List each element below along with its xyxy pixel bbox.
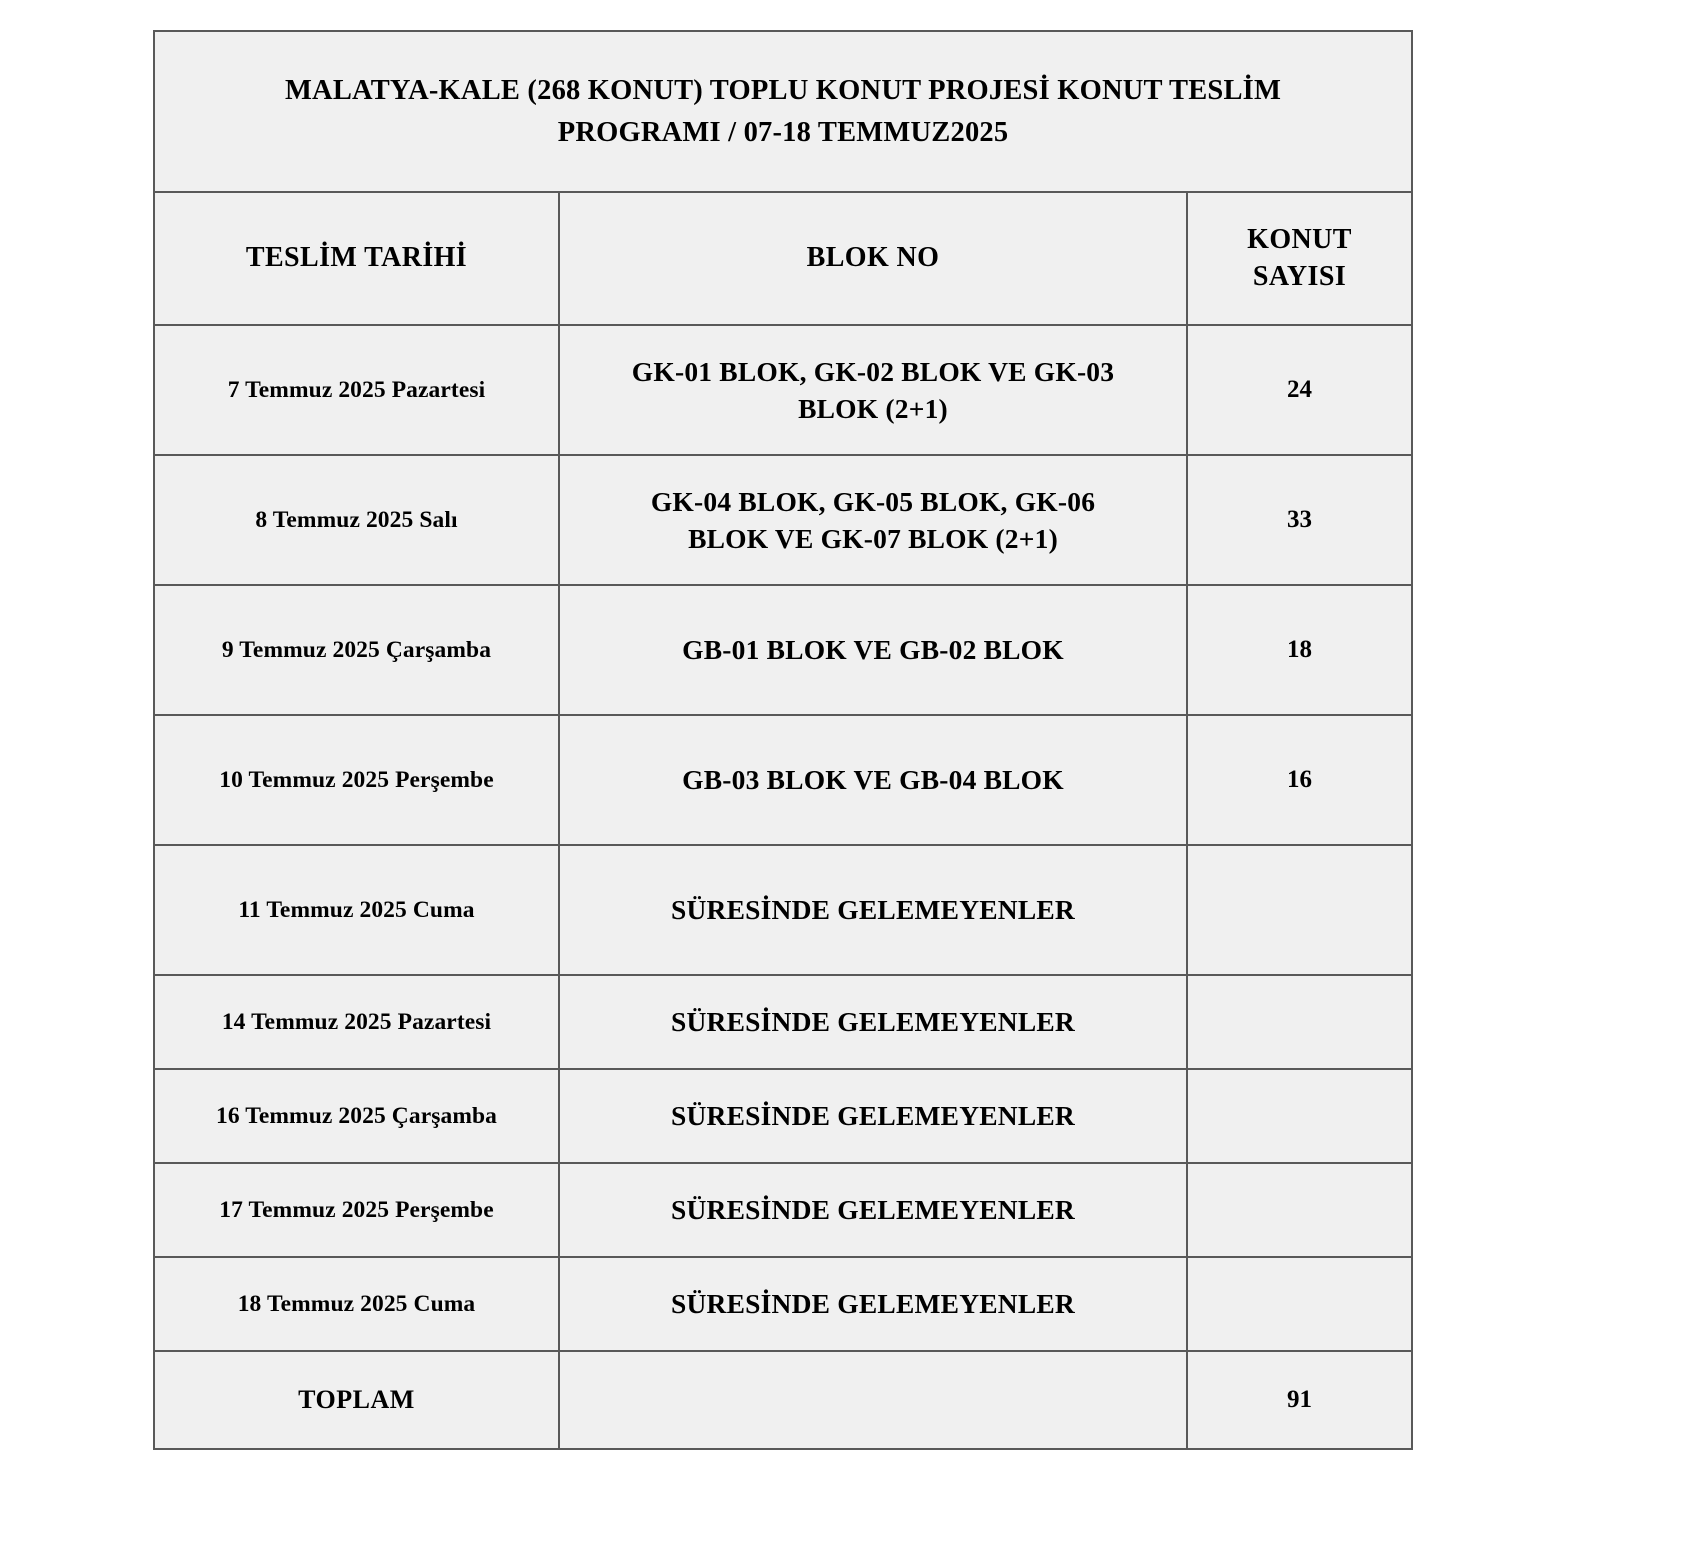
blok-line-1: GB-03 BLOK VE GB-04 BLOK (682, 764, 1064, 796)
table-row (154, 975, 1412, 1069)
cell-teslim-tarihi: 10 Temmuz 2025 Perşembe (154, 715, 559, 845)
delivery-schedule-table (153, 30, 1413, 1450)
konut-sayisi-line-2: SAYISI (1252, 260, 1347, 292)
cell-blok-no (559, 325, 1187, 455)
column-header-konut-sayisi (1187, 192, 1412, 325)
title-line-1: MALATYA-KALE (268 KONUT) TOPLU KONUT PROJESİ KONUT TESLİM (284, 75, 1282, 107)
cell-konut-sayisi (1187, 975, 1412, 1069)
cell-blok-no (559, 975, 1187, 1069)
blok-line-1: SÜRESİNDE GELEMEYENLER (670, 1006, 1075, 1038)
column-header-blok-no: BLOK NO (559, 192, 1187, 325)
table-row (154, 1257, 1412, 1351)
blok-line-1: GB-01 BLOK VE GB-02 BLOK (682, 634, 1064, 666)
cell-konut-sayisi: 16 (1187, 715, 1412, 845)
cell-total-blok (559, 1351, 1187, 1449)
document-title-cell (154, 31, 1412, 192)
table-body (154, 31, 1412, 1449)
cell-blok-no (559, 1069, 1187, 1163)
cell-teslim-tarihi: 16 Temmuz 2025 Çarşamba (154, 1069, 559, 1163)
cell-teslim-tarihi: 17 Temmuz 2025 Perşembe (154, 1163, 559, 1257)
cell-konut-sayisi (1187, 1257, 1412, 1351)
blok-line-1: SÜRESİNDE GELEMEYENLER (670, 1194, 1075, 1226)
cell-teslim-tarihi: 9 Temmuz 2025 Çarşamba (154, 585, 559, 715)
title-row (154, 31, 1412, 192)
table-row (154, 455, 1412, 585)
cell-konut-sayisi (1187, 845, 1412, 975)
cell-total-label: TOPLAM (154, 1351, 559, 1449)
konut-sayisi-line-1: KONUT (1247, 224, 1352, 256)
cell-teslim-tarihi: 18 Temmuz 2025 Cuma (154, 1257, 559, 1351)
cell-blok-no (559, 845, 1187, 975)
table-row (154, 1163, 1412, 1257)
cell-blok-no (559, 585, 1187, 715)
total-row (154, 1351, 1412, 1449)
cell-blok-no (559, 715, 1187, 845)
cell-blok-no (559, 1163, 1187, 1257)
title-line-2: PROGRAMI / 07-18 TEMMUZ2025 (557, 116, 1009, 148)
delivery-schedule-table-wrapper (153, 30, 1411, 1450)
cell-konut-sayisi (1187, 1163, 1412, 1257)
cell-teslim-tarihi: 7 Temmuz 2025 Pazartesi (154, 325, 559, 455)
blok-line-1: GK-04 BLOK, GK-05 BLOK, GK-06 (650, 485, 1096, 517)
blok-line-2: BLOK (2+1) (798, 393, 948, 424)
cell-blok-no (559, 1257, 1187, 1351)
cell-total-count: 91 (1187, 1351, 1412, 1449)
column-header-teslim-tarihi: TESLİM TARİHİ (154, 192, 559, 325)
cell-teslim-tarihi: 11 Temmuz 2025 Cuma (154, 845, 559, 975)
cell-konut-sayisi: 24 (1187, 325, 1412, 455)
blok-line-1: SÜRESİNDE GELEMEYENLER (670, 1100, 1075, 1132)
cell-blok-no (559, 455, 1187, 585)
blok-line-1: GK-01 BLOK, GK-02 BLOK VE GK-03 (631, 355, 1115, 387)
table-row (154, 585, 1412, 715)
header-row (154, 192, 1412, 325)
cell-konut-sayisi (1187, 1069, 1412, 1163)
cell-teslim-tarihi: 8 Temmuz 2025 Salı (154, 455, 559, 585)
cell-teslim-tarihi: 14 Temmuz 2025 Pazartesi (154, 975, 559, 1069)
table-row (154, 845, 1412, 975)
cell-konut-sayisi: 33 (1187, 455, 1412, 585)
blok-line-1: SÜRESİNDE GELEMEYENLER (670, 1288, 1075, 1320)
table-row (154, 1069, 1412, 1163)
cell-konut-sayisi: 18 (1187, 585, 1412, 715)
blok-line-1: SÜRESİNDE GELEMEYENLER (670, 894, 1075, 926)
table-row (154, 715, 1412, 845)
table-row (154, 325, 1412, 455)
blok-line-2: BLOK VE GK-07 BLOK (2+1) (688, 523, 1058, 554)
